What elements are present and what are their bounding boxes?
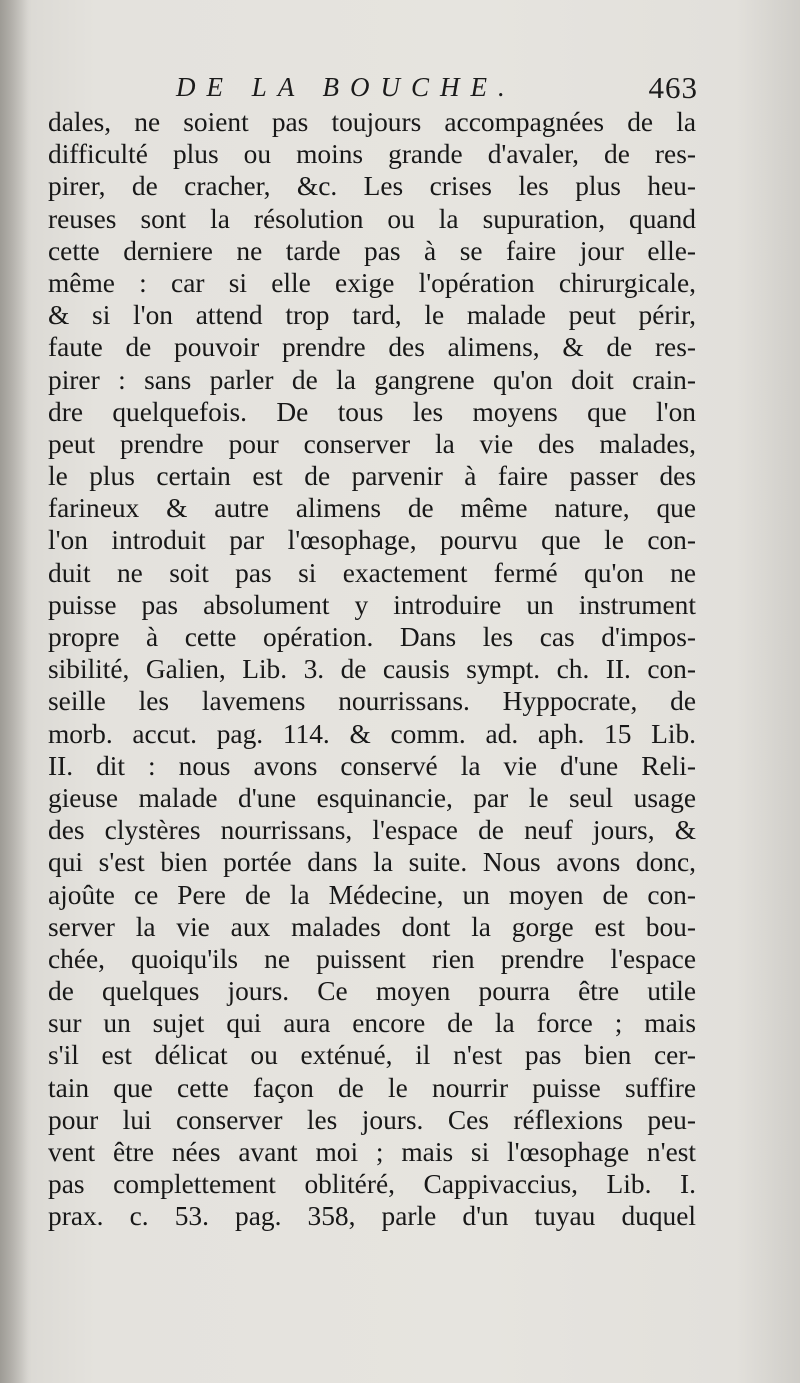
- text-line: tain que cette façon de le nourrir puisse suffire: [48, 1072, 696, 1103]
- text-line: faute de pouvoir prendre des alimens, & de res-: [48, 332, 696, 363]
- text-line: farineux & autre alimens de même nature, que: [48, 493, 696, 524]
- page-header: [48, 70, 698, 110]
- text-line: peut prendre pour conserver la vie des malades,: [48, 428, 696, 459]
- text-line: prax. c. 53. pag. 358, parle d'un tuyau duquel: [48, 1201, 696, 1232]
- text-line: des clystères nourrissans, l'espace de neuf jours, &: [48, 815, 696, 846]
- text-line: dre quelquefois. De tous les moyens que l'on: [48, 396, 696, 427]
- running-title: DE LA BOUCHE.: [176, 72, 516, 102]
- text-line: de quelques jours. Ce moyen pourra être utile: [48, 976, 696, 1007]
- text-line: II. dit : nous avons conservé la vie d'une Reli-: [48, 750, 696, 781]
- text-line: pirer, de cracher, &c. Les crises les plus heu-: [48, 171, 696, 202]
- text-line: duit ne soit pas si exactement fermé qu'on ne: [48, 557, 696, 588]
- text-line: s'il est délicat ou exténué, il n'est pas bien cer-: [48, 1040, 696, 1071]
- page-number: 463: [648, 70, 698, 105]
- text-line: dales, ne soient pas toujours accompagnées de la: [48, 107, 696, 137]
- text-line: vent être nées avant moi ; mais si l'œsophage n'est: [48, 1137, 696, 1167]
- text-line: qui s'est bien portée dans la suite. Nous avons donc,: [48, 847, 696, 878]
- text-line: ajoûte ce Pere de la Médecine, un moyen de con-: [48, 879, 696, 910]
- text-line: & si l'on attend trop tard, le malade peut périr,: [48, 300, 696, 331]
- text-line: l'on introduit par l'œsophage, pourvu que le con-: [48, 525, 696, 556]
- text-line: pour lui conserver les jours. Ces réflexions peu-: [48, 1104, 696, 1135]
- text-line: seille les lavemens nourrissans. Hyppocrate, de: [48, 686, 696, 717]
- text-line: morb. accut. pag. 114. & comm. ad. aph. 15 Lib.: [48, 718, 696, 749]
- text-line: pirer : sans parler de la gangrene qu'on doit crain-: [48, 364, 696, 395]
- text-line: difficulté plus ou moins grande d'avaler, de res-: [48, 139, 696, 170]
- text-line: puisse pas absolument y introduire un instrument: [48, 589, 696, 620]
- text-line: pas complettement oblitéré, Cappivaccius, Lib. I.: [48, 1169, 696, 1200]
- text-line: sur un sujet qui aura encore de la force ; mais: [48, 1008, 696, 1039]
- text-line: sibilité, Galien, Lib. 3. de causis sympt. ch. II. con-: [48, 654, 696, 685]
- text-line: propre à cette opération. Dans les cas d'impos-: [48, 622, 696, 652]
- text-line: même : car si elle exige l'opération chirurgicale,: [48, 267, 696, 298]
- gutter-shadow: [0, 0, 28, 1383]
- text-line: cette derniere ne tarde pas à se faire jour elle-: [48, 235, 696, 266]
- text-line: server la vie aux malades dont la gorge est bou-: [48, 911, 696, 942]
- text-line: reuses sont la résolution ou la supuration, quand: [48, 203, 696, 234]
- text-line: le plus certain est de parvenir à faire passer des: [48, 461, 696, 492]
- body-text: [48, 106, 696, 1233]
- text-line: chée, quoiqu'ils ne puissent rien prendre l'espace: [48, 943, 696, 974]
- text-line: gieuse malade d'une esquinancie, par le seul usage: [48, 782, 696, 813]
